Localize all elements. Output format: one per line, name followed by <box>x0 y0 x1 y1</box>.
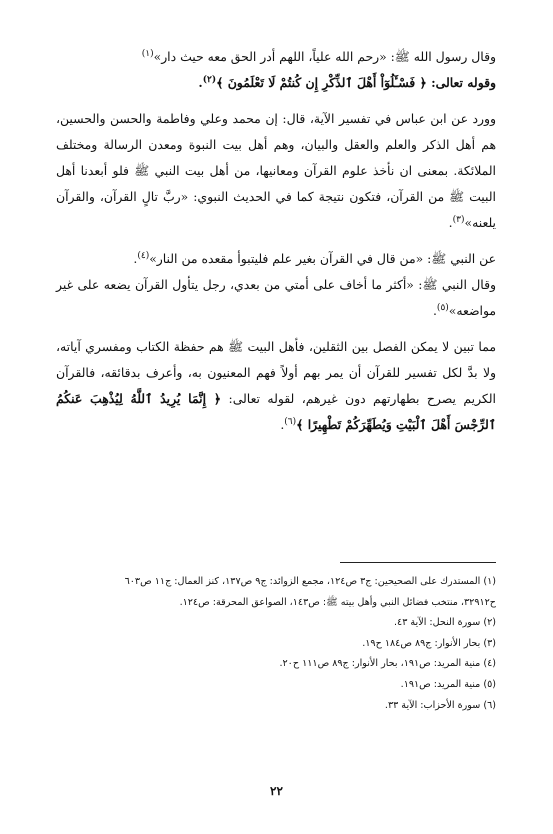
footnote-ref-1[interactable]: (١) <box>141 48 154 59</box>
footnote-ref-4[interactable]: (٤) <box>137 250 150 261</box>
footnote-2: (٢) سورة النحل: الآية ٤٣. <box>393 617 496 629</box>
footnote-5: (٥) منية المريد: ص١٩١. <box>400 678 496 690</box>
paragraph-verse-nahl: وقوله تعالى: ﴿ فَسْـَٔلُوٓاْ أَهْلَ ٱلذِّكْرِ إِن كُنتُمْ لَا تَعْلَمُونَ ﴾$^{(٢)}$. <box>198 74 496 90</box>
paragraph-hadith-fire: عن النبي ﷺ: «من قال في القرآن بغير علم فليتبوأ مقعده من النار»$^{(٤)}$. <box>133 250 496 266</box>
footnote-6: (٦) سورة الأحزاب: الآية ٣٣. <box>384 699 496 711</box>
footnotes <box>56 572 496 716</box>
footnote-1: (١) المستدرك على الصحيحين: ج٣ ص١٢٤، مجمع الزوائد: ج٩ ص١٣٧، كنز العمال: ج١١ ص٦٠٣ <box>124 576 496 587</box>
footnote-ref-6[interactable]: (٦) <box>284 416 297 427</box>
footnote-ref-3[interactable]: (٣) <box>452 214 465 225</box>
paragraph-ibn-abbas: وورد عن ابن عباس في تفسير الآية، قال: إن محمد وعلي وفاطمة والحسن والحسين، هم أهل الذكر والعلم والعقل والبيان، وهم أهل بيت النبوة ومعدن الرسالة ومختلف الملائكة. بمعنى ان نأخذ علوم القرآن ومعانيها، من أهل بيت النبي ﷺ فلو أبعدنا أهل البيت ﷺ من القرآن، فتكون نتيجة كما في الحديث النبوي: «ربَّ تالٍ القرآن، والقرآن يلعنه»$^{(٣)}$. <box>56 111 496 230</box>
main-text <box>56 44 496 438</box>
footnote-4: (٤) منية المريد: ص١٩١، بحار الأنوار: ج٨٩ ص١١١ ح٢٠. <box>279 658 496 670</box>
verse-tathir: ﴿ إِنَّمَا يُرِيدُ ٱللَّهُ لِيُذْهِبَ عَنكُمُ ٱلرِّجْسَ أَهْلَ ٱلْبَيْتِ وَيُطَهِّرَكُمْ تَطْهِيرًا ﴾ <box>56 391 496 432</box>
page-number: ٢٢ <box>270 784 283 798</box>
footnote-1-continued: ح٣٢٩١٢، منتخب فضائل النبي وأهل بيته ﷺ: ص١٤٣، الصواعق المحرقة: ص١٢٤. <box>179 596 496 608</box>
paragraph-hadith-ali: وقال رسول الله ﷺ: «رحم الله علياً، اللهم أدر الحق معه حيث دار»$^{(١)}$ <box>141 48 496 64</box>
paragraph-thaqalayn: مما تبين لا يمكن الفصل بين الثقلين، فأهل البيت ﷺ هم حفظة الكتاب ومفسري آياته، ولا بدَّ لكل تفسير للقرآن أن يمر بهم أولاً فهم المعنيون به، وأعرف بدقائقه، فالقرآن الكريم يصرح بطهارتهم دون غيرهم، لقوله تعالى: ﴿ إِنَّمَا يُرِيدُ ٱللَّهُ لِيُذْهِبَ عَنكُمُ ٱلرِّجْسَ أَهْلَ ٱلْبَيْتِ وَيُطَهِّرَكُمْ تَطْهِيرًا ﴾$^{(٦)}$. <box>56 339 496 432</box>
footnote-3: (٣) بحار الأنوار: ج٨٩ ص١٨٤ ح١٩. <box>362 637 496 649</box>
footnote-ref-2[interactable]: (٢) <box>202 74 217 85</box>
paragraph-hadith-interpretation: وقال النبي ﷺ: «أكثر ما أخاف على أمتي من بعدي، رجل يتأول القرآن يضعه على غير مواضعه»$^{(٥)}$. <box>56 277 496 318</box>
footnote-ref-5[interactable]: (٥) <box>436 302 449 313</box>
footnote-separator <box>340 562 496 563</box>
